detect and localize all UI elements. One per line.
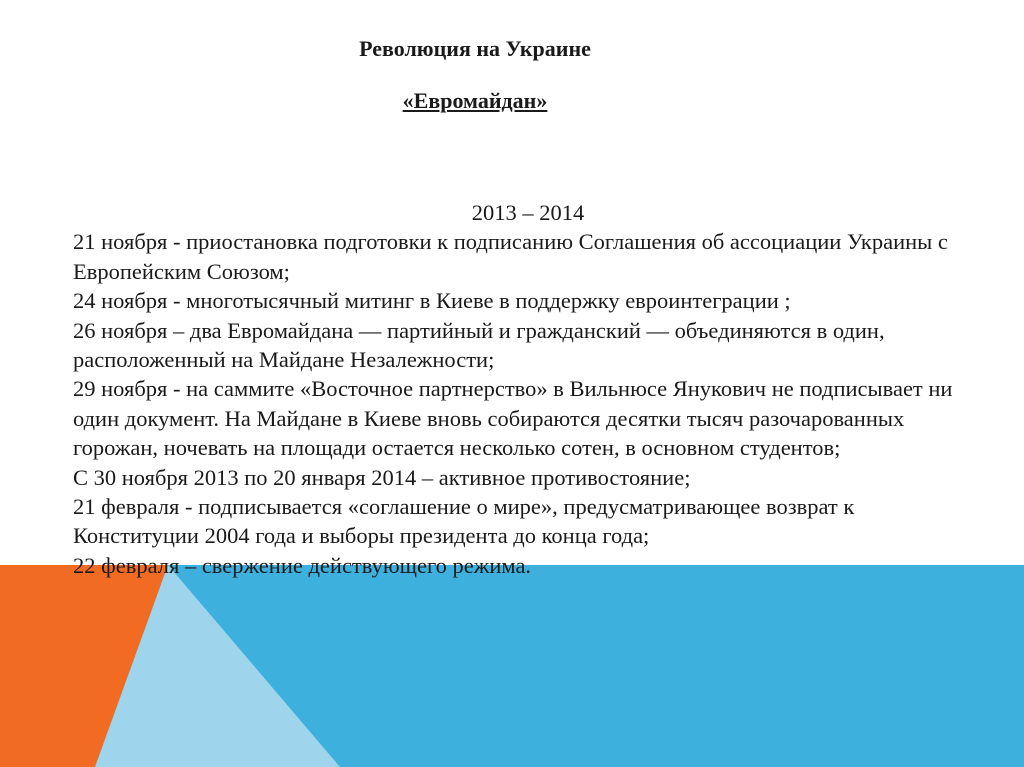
event-item: 21 февраля - подписывается «соглашение о мире», предусматривающее возврат к Конституции 2004 года и выборы президента до конца года;: [73, 494, 855, 549]
event-item: 29 ноября - на саммите «Восточное партнерство» в Вильнюсе Янукович не подписывает ни один документ. На Майдане в Киеве вновь собираются десятки тысяч разочарованных горожан, ночевать на площади остается несколько сотен, в основном студентов;: [73, 376, 953, 461]
event-item: 24 ноября - многотысячный митинг в Киеве в поддержку евроинтеграции ;: [73, 288, 791, 314]
years-range: 2013 – 2014: [471, 200, 585, 225]
event-item: 26 ноября – два Евромайдана — партийный и гражданский — объединяются в один, расположенный на Майдане Незалежности;: [73, 317, 885, 373]
event-item: 21 ноября - приостановка подготовки к подписанию Соглашения об ассоциации Украины с Европейским Союзом;: [73, 229, 948, 284]
event-item: С 30 ноября 2013 по 20 января 2014 – активное противостояние;: [73, 464, 691, 490]
slide-title: Революция на Украине: [359, 36, 591, 61]
slide-subtitle: «Евромайдан»: [402, 88, 548, 113]
events-text: [73, 198, 983, 580]
event-item: 22 февраля – свержение действующего режима.: [73, 552, 532, 578]
